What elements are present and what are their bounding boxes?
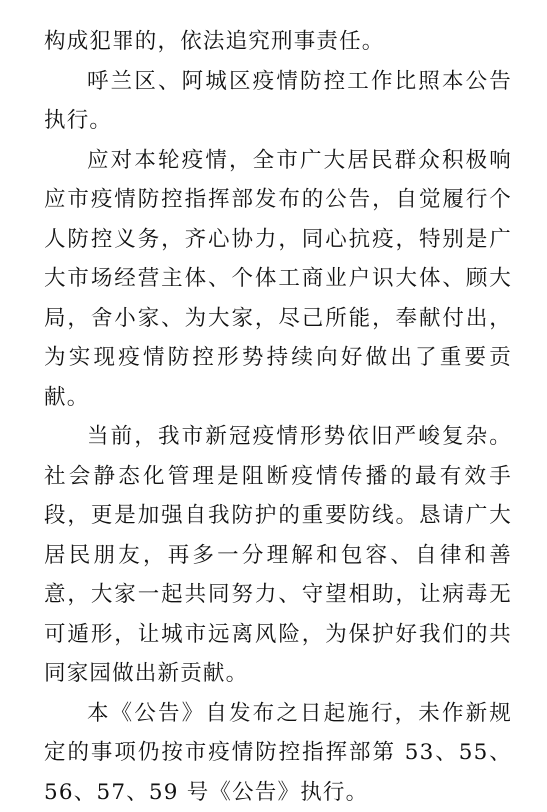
paragraph-continuation: 构成犯罪的，依法追究刑事责任。 (44, 22, 512, 62)
paragraph-effective-date: 本《公告》自发布之日起施行，未作新规定的事项仍按市疫情防控指挥部第 53、55、56、57、59 号《公告》执行。 (44, 694, 512, 812)
paragraph-current-situation: 当前，我市新冠疫情形势依旧严峻复杂。社会静态化管理是阻断疫情传播的最有效手段，更是加强自我防护的重要防线。恳请广大居民朋友，再多一分理解和包容、自律和善意，大家一起共同努力、守望相助，让病毒无可遁形，让城市远离风险，为保护好我们的共同家园做出新贡献。 (44, 417, 512, 694)
paragraph-public-response: 应对本轮疫情，全市广大居民群众积极响应市疫情防控指挥部发布的公告，自觉履行个人防控义务，齐心协力，同心抗疫，特别是广大市场经营主体、个体工商业户识大体、顾大局，舍小家、为大家，尽己所能，奉献付出，为实现疫情防控形势持续向好做出了重要贡献。 (44, 141, 512, 418)
document-body (44, 22, 512, 812)
paragraph-district-scope: 呼兰区、阿城区疫情防控工作比照本公告执行。 (44, 62, 512, 141)
